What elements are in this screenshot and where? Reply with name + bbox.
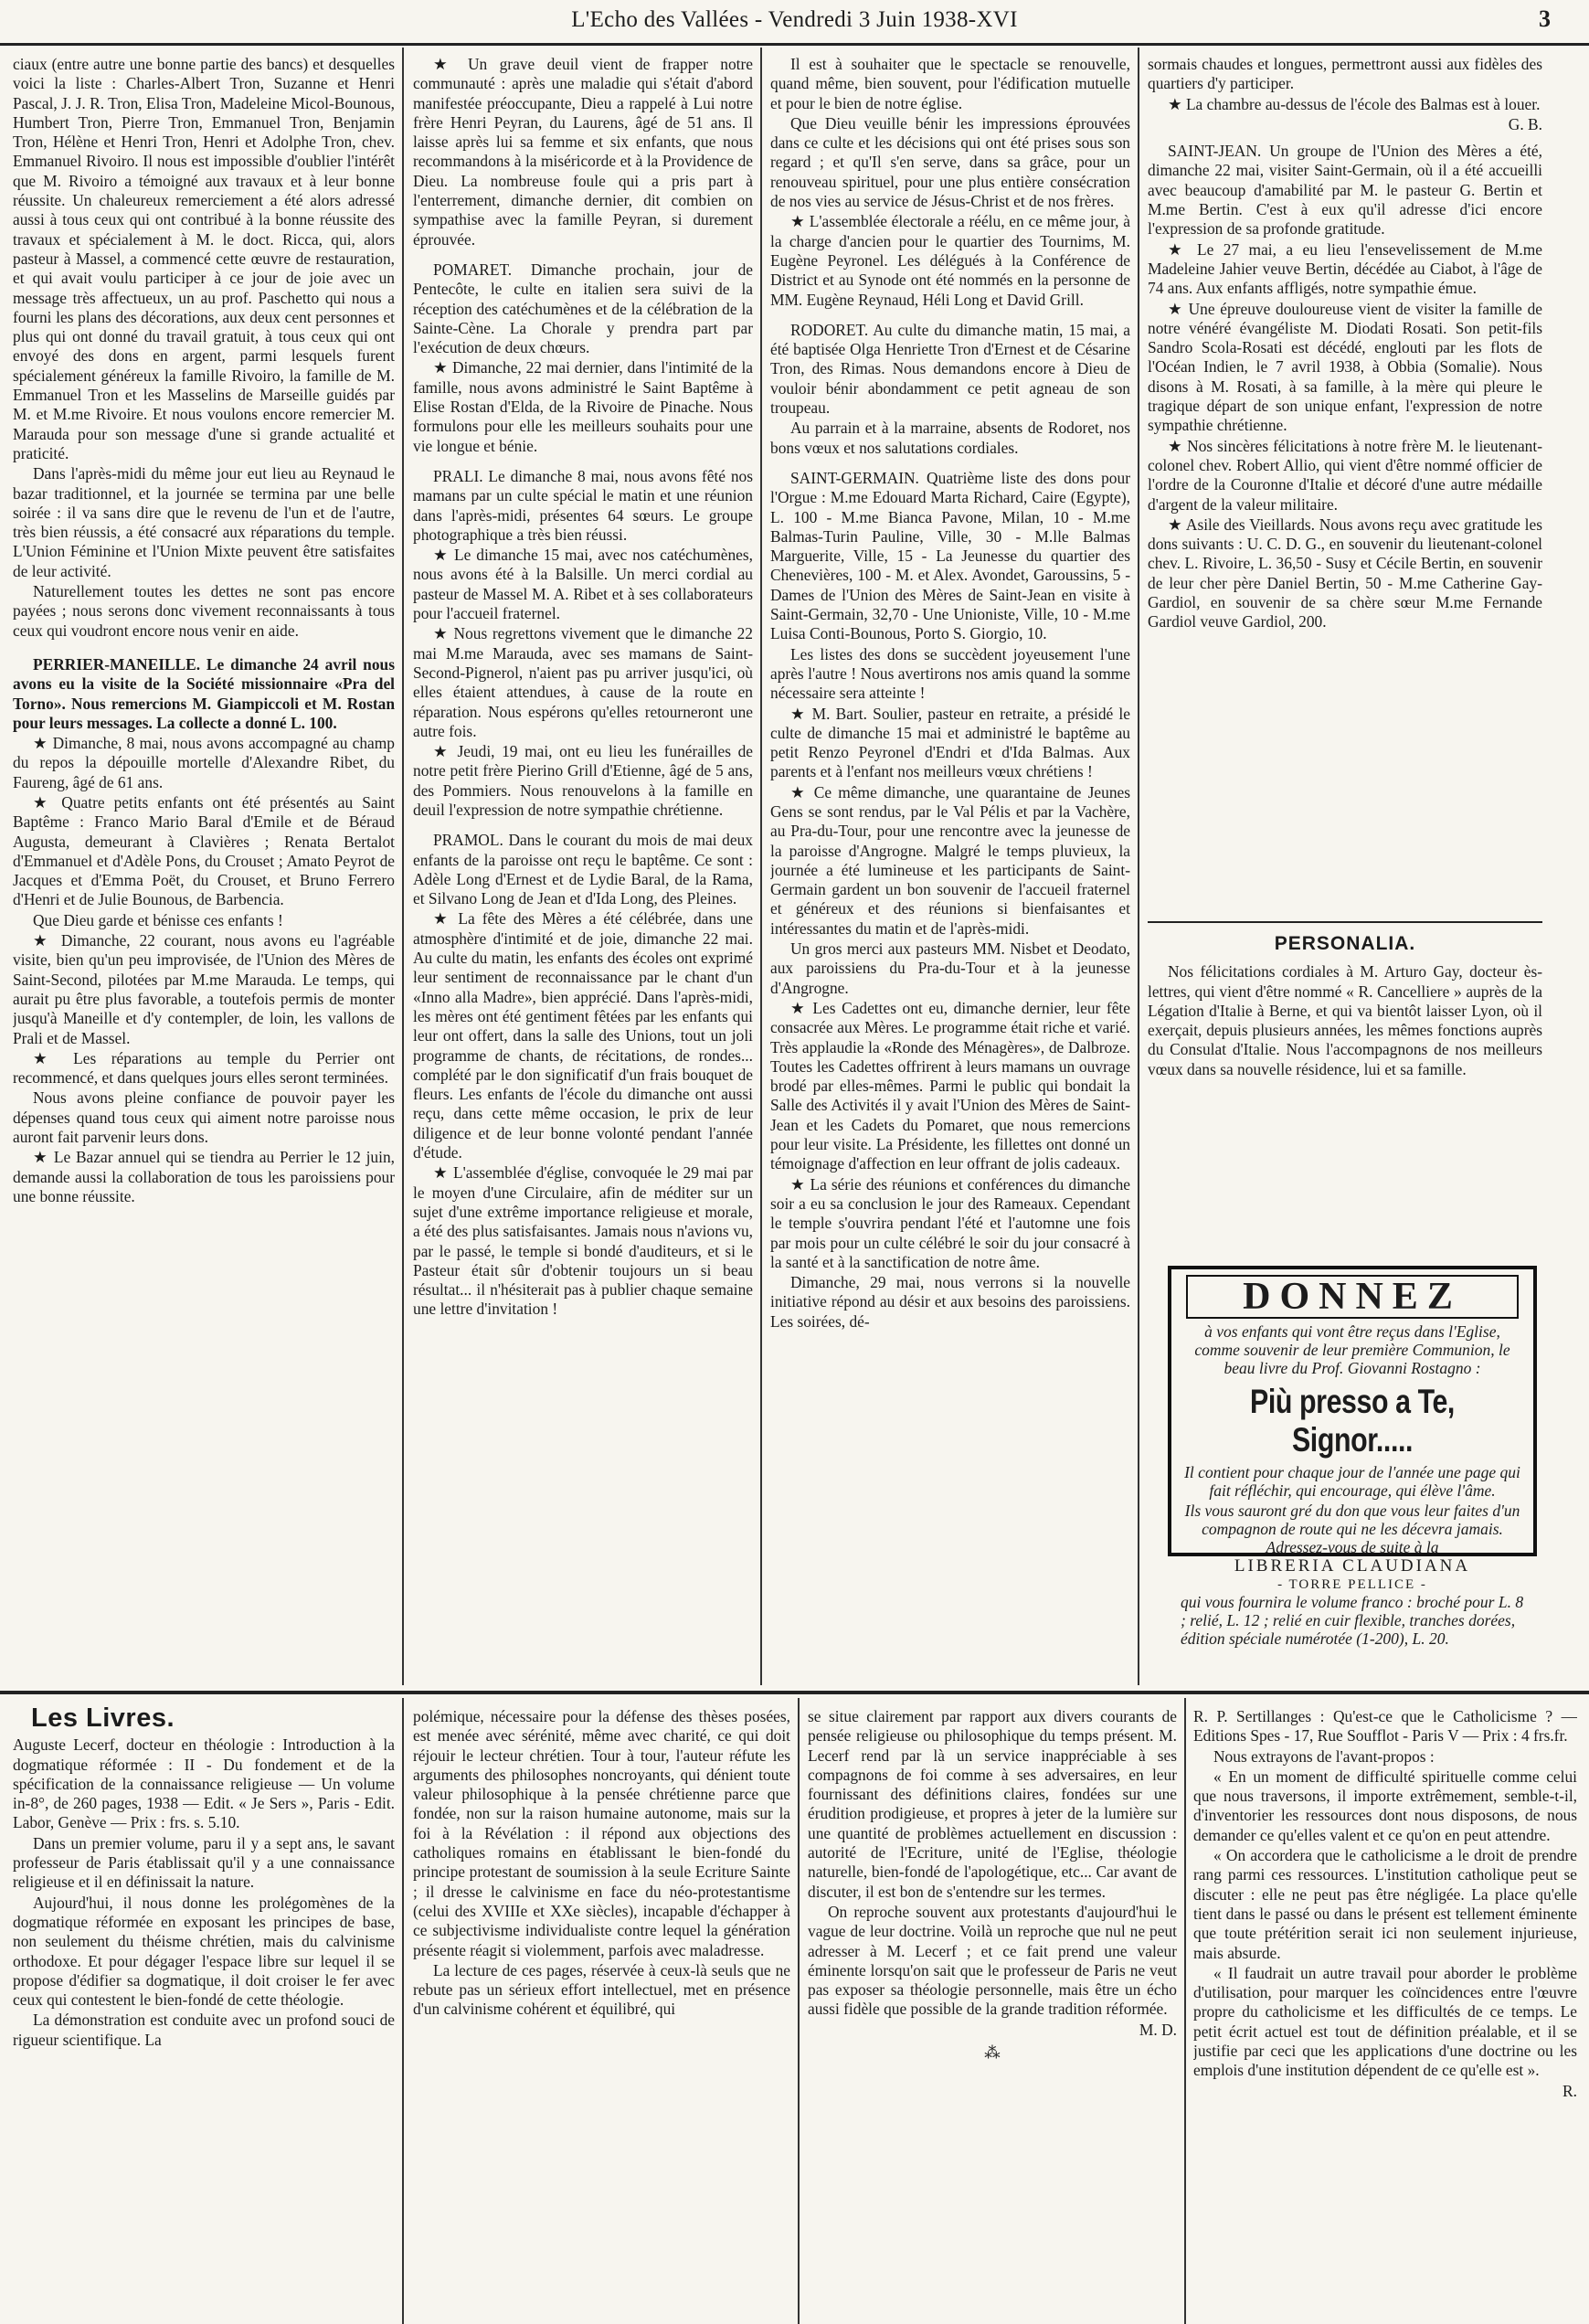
column-3	[770, 55, 1130, 1691]
paragraph: PRALI. Le dimanche 8 mai, nous avons fêté nos mamans par un culte spécial le matin et une réunion dans l'après-midi, présentes 64 sœurs. Le groupe photographique a très bien réussi.	[413, 466, 753, 544]
paragraph: Aujourd'hui, il nous donne les prolégomènes de la dogmatique réformée en exposant les principes de base, non seulement du théisme chrétien, mais du calvinisme orthodoxe. Et pour dégager l'espace libre sur lequel il se propose d'édifier sa dogmatique, il doit croiser le fer avec ceux qui contestent le bien-fondé de cette théologie.	[13, 1893, 395, 2010]
paragraph: Un gros merci aux pasteurs MM. Nisbet et Deodato, aux paroissiens du Pra-du-Tour et à la jeunesse d'Angrogne.	[770, 939, 1130, 997]
paragraph: Dans l'après-midi du même jour eut lieu au Reynaud le bazar traditionnel, et la journée se termina par une belle soirée : il va sans dire que le revenu de l'un et de l'autre, très bien réussis, a été consacré aux réparations du temple. L'Union Féminine et l'Union Mixte peuvent être satisfaites de leur activité.	[13, 464, 395, 580]
paragraph: ★ Un grave deuil vient de frapper notre communauté : après une maladie qui s'était d'abord manifestée préoccupante, Dieu a rappelé à Lui notre frère Henri Peyran, du Laurens, âgé de 51 ans. Il laisse après lui sa femme et six enfants, que nous recommandons à la miséricorde et à la Providence de Dieu. La nombreuse foule qui a pris part à l'enterrement, dimanche dernier, dit combien on sympathise avec la famille Peyran, si durement éprouvée.	[413, 55, 753, 249]
paragraph: ★ Une épreuve douloureuse vient de visiter la famille de notre vénéré évangéliste M. Diodati Rosati. Son petit-fils Sandro Scola-Rosati est décédé, englouti par les flots de l'Océan Indien, le 7 avril 1938, à Obbia (Somalie). Nous disons à M. Rosati, à sa famille, à la mère qui pleure le tragique départ de son unique enfant, l'expression de notre sympathie chrétienne.	[1148, 299, 1542, 435]
paragraph: R. P. Sertillanges : Qu'est-ce que le Catholicisme ? — Editions Spes - 17, Rue Soufflot - Paris V — Prix : 4 frs.fr.	[1193, 1707, 1577, 1746]
paragraph: ★ Nous regrettons vivement que le dimanche 22 mai M.me Marauda, avec ses mamans de Saint-Second-Pignerol, n'aient pas pu arriver jusqu'ici, où elles étaient attendues, à cause de la route en réparation. Nous espérons qu'elles retourneront une autre fois.	[413, 624, 753, 740]
paragraph: ★ L'assemblée électorale a réélu, en ce même jour, à la charge d'ancien pour le quartier des Tournims, M. Eugène Peyronel. Les délégués à la Conférence de District et au Synode ont été nommés en la personne de MM. Eugène Reynaud, Héli Long et David Grill.	[770, 212, 1130, 309]
paragraph: ★ Asile des Vieillards. Nous avons reçu avec gratitude les dons suivants : U. C. D. G., en souvenir du lieutenant-colonel chev. L. Rivoire, L. 36,50 - Susy et Cécile Bertin, en souvenir de leur cher père Daniel Bertin, 50 - M.me Catherine Gay-Gardiol, en souvenir de sa chère sœur M.me Fernande Gardiol veuve Gardiol, 200.	[1148, 515, 1542, 631]
paragraph: ★ Dimanche, 22 courant, nous avons eu l'agréable visite, bien qu'un peu improvisée, de l'Union des Mères de Saint-Second, pilotées par M.me Marauda. Le temps, qui aurait pu être plus favorable, a toutefois permis de monter jusqu'à Maneille et d'y contempler, de loin, les vallons de Prali et de Massel.	[13, 931, 395, 1047]
paragraph: Dimanche, 29 mai, nous verrons si la nouvelle initiative répond au désir et aux besoins des paroissiens. Les soirées, dé-	[770, 1273, 1130, 1331]
paragraph: SAINT-JEAN. Un groupe de l'Union des Mères a été, dimanche 22 mai, visiter Saint-Germain, où il a été accueilli avec beaucoup d'amabilité par M. le pasteur G. Bertin et M.me Bertin. C'est à eux qu'il adresse d'ici encore l'expression de sa profonde gratitude.	[1148, 142, 1542, 239]
paragraph: « En un moment de difficulté spirituelle comme celui que nous traversons, il importe extrêmement, semble-t-il, d'inventorier les ressources dont nous disposons, de nous demander ce qu'elles valent et ce qu'on en peut attendre.	[1193, 1767, 1577, 1844]
paragraph: ★ Le dimanche 15 mai, avec nos catéchumènes, nous avons été à la Balsille. Un merci cordial au pasteur de Massel M. A. Ribet et à ses collaborateurs pour l'accueil fraternel.	[413, 546, 753, 623]
column-rule	[798, 1698, 800, 2324]
paragraph: ★ Ce même dimanche, une quarantaine de Jeunes Gens se sont rendus, par le Val Pélis et par la Vachère, au Pra-du-Tour, pour une rencontre avec la jeunesse de la paroisse d'Angrogne. Malgré le temps pluvieux, la journée a été lumineuse et les participants de Saint-Germain gardent un bon souvenir de l'accueil fraternel et généreux et des réunions si bienfaisantes et intéressantes du matin et de l'après-midi.	[770, 782, 1130, 938]
paragraph: sormais chaudes et longues, permettront aussi aux fidèles des quartiers d'y participer.	[1148, 55, 1542, 93]
livres-column-2	[413, 1707, 790, 2323]
paragraph: ★ Dimanche, 8 mai, nous avons accompagné au champ du repos la dépouille mortelle d'Alexandre Ribet, du Faureng, âgé de 61 ans.	[13, 734, 395, 791]
paragraph: ★ Les Cadettes ont eu, dimanche dernier, leur fête consacrée aux Mères. Le programme était riche et varié. Très applaudie la «Ronde des Ménagères», de Dalbroze. Toutes les Cadettes offrirent à leurs mamans un ouvrage brodé par elles-mêmes. Parmi le public qui bondait la Salle des Activités il y avait l'Union des Mères de Saint-Jean et les Cadets du Pomaret, que nous remercions pour leur visite. La Présidente, les fillettes ont donné un témoignage d'affection en leur offrant de jolis cadeaux.	[770, 998, 1130, 1173]
paragraph: Les listes des dons se succèdent joyeusement l'une après l'autre ! Nous avertirons nos amis quand la somme nécessaire sera atteinte !	[770, 644, 1130, 703]
column-1	[13, 55, 395, 1691]
paragraph: La lecture de ces pages, réservée à ceux-là seuls que ne rebute pas un sérieux effort intellectuel, met en présence d'un calvinisme cohérent et équilibré, qui	[413, 1960, 790, 2019]
ad-city: - TORRE PELLICE -	[1277, 1577, 1427, 1592]
paragraph: ★ Jeudi, 19 mai, ont eu lieu les funérailles de notre petit frère Pierino Grill d'Etienne, âgé de 5 ans, des Pommiers. Nous renouvelons à la famille en deuil l'expression de notre sympathie chrétienne.	[413, 742, 753, 819]
paragraph: SAINT-GERMAIN. Quatrième liste des dons pour l'Orgue : M.me Edouard Marta Richard, Caire (Egypte), L. 100 - M.me Bianca Pavone, Milan, 10 - M.me Balmas-Turin Pauline, Ville, 30 - M.lle Balmas Marguerite, Ville, 15 - La Jeunesse du quartier des Chenevières, 100 - M. et Alex. Avondet, Garoussins, 5 - Dames de l'Union des Mères de Saint-Jean en visite à Saint-Germain, 32,70 - Une Unioniste, Ville, 10 - M.me Luisa Conti-Bounous, Porto S. Giorgio, 10.	[770, 468, 1130, 643]
page-number: 3	[1539, 5, 1551, 32]
paragraph: RODORET. Au culte du dimanche matin, 15 mai, a été baptisée Olga Henriette Tron d'Ernest et de Césarine Tron, des Rimas. Nous demandons encore à Dieu de vouloir bénir abondamment ce petit agneau de son troupeau.	[770, 320, 1130, 418]
column-rule	[402, 48, 404, 1685]
signature: M. D.	[1139, 2020, 1177, 2039]
paragraph: On reproche souvent aux protestants d'aujourd'hui le vague de leur doctrine. Voilà un reproche que nul ne peut adresser à M. Lecerf ; et ce fait prend une valeur éminente lorsqu'on sait que le professeur de Paris ne veut pas exposer sa théologie personnelle, mais être un écho aussi fidèle que possible de la grande tradition réformée.	[808, 1902, 1177, 2019]
ad-desc-1: Il contient pour chaque jour de l'année une page qui fait réfléchir, qui encourage, qui élève l'âme.	[1184, 1463, 1520, 1500]
personalia-rule	[1148, 921, 1542, 923]
column-rule	[1138, 48, 1139, 1685]
paragraph: PRAMOL. Dans le courant du mois de mai deux enfants de la paroisse ont reçu le baptême. Ce sont : Adèle Long d'Ernest et de Lydie Baral, de la Rama, et Silvano Long de Jean et d'Ida Long, des Pleines.	[413, 831, 753, 908]
paragraph: POMARET. Dimanche prochain, jour de Pentecôte, le culte en italien sera suivi de la réception des catéchumènes et de la célébration de la Sainte-Cène. La Chorale y prendra part par l'exécution de deux chœurs.	[413, 260, 753, 357]
personalia	[1148, 929, 1542, 1148]
ad-intro: à vos enfants qui vont être reçus dans l'Eglise, comme souvenir de leur première Communion, le beau livre du Prof. Giovanni Rostagno :	[1194, 1322, 1510, 1377]
paragraph: se situe clairement par rapport aux divers courants de pensée religieuse ou philosophique du temps présent. M. Lecerf rend par là un service inappréciable à ses compagnons de foi comme à ses adversaires, en leur fournissant des définitions claires, fondées sur une érudition prodigieuse, et propres à jeter de la lumière sur une quantité de problèmes actuellement en discussion : autorité de l'Ecriture, unité de l'Eglise, théologie naturelle, bien-fondé de l'apologétique, etc... Car avant de discuter, il est bon de s'entendre sur les termes.	[808, 1707, 1177, 1901]
livres-column-1	[13, 1705, 395, 2323]
paragraph: ★ Le Bazar annuel qui se tiendra au Perrier le 12 juin, demande aussi la collaboration de tous les paroissiens pour une bonne réussite.	[13, 1148, 395, 1205]
paragraph: ★ Le 27 mai, a eu lieu l'ensevelissement de M.me Madeleine Jahier veuve Bertin, décédée au Ciabot, à l'âge de 74 ans. Aux enfants affligés, notre sympathie émue.	[1148, 239, 1542, 298]
paragraph: « Il faudrait un autre travail pour aborder le problème d'utilisation, pour marquer les coïncidences entre l'œuvre propre du catholicisme et les difficultés de ce temps. Le petit écrit actuel est tout de définition préalable, et il se justifie par ceci que les applications d'une doctrine ou les emplois d'une institution dépendent de ce qu'elle est ».	[1193, 1963, 1577, 2080]
paragraph: Au parrain et à la marraine, absents de Rodoret, nos bons vœux et nos salutations cordiales.	[770, 419, 1130, 457]
livres-column-3	[808, 1707, 1177, 2323]
paragraph: Il est à souhaiter que le spectacle se renouvelle, quand même, bien souvent, pour l'édification mutuelle et pour le bien de notre église.	[770, 55, 1130, 112]
column-rule	[1184, 1698, 1186, 2324]
paragraph: Nous avons pleine confiance de pouvoir payer les dépenses quand tous ceux qui aiment notre paroisse nous auront fait parvenir leurs dons.	[13, 1088, 395, 1147]
paragraph: ★ L'assemblée d'église, convoquée le 29 mai par le moyen d'une Circulaire, afin de méditer sur un sujet d'une extrême importance religieuse et morale, a été des plus satisfaisantes. Jamais nous n'avions vu, par le passé, le temple si bondé d'auditeurs, et si le Pasteur était sûr d'obtenir toujours un si beau résultat... il n'hésiterait pas à publier chaque semaine une lettre d'invitation !	[413, 1163, 753, 1319]
paragraph: ★ Nos sincères félicitations à notre frère M. le lieutenant-colonel chev. Robert Allio, qui vient d'être nommé officier de l'ordre de la Couronne d'Italie et décoré d'une autre médaille d'argent de la valeur militaire.	[1148, 436, 1542, 514]
paragraph: Que Dieu veuille bénir les impressions éprouvées dans ce culte et les décisions qui ont été prises sous son regard ; et qu'Il s'en serve, dans sa grâce, pour un renouveau spirituel, pour une plus entière consécration de nos vies au service de Jésus-Christ et de nos frères.	[770, 113, 1130, 211]
paragraph: ★ Quatre petits enfants ont été présentés au Saint Baptême : Franco Mario Baral d'Emile et de Béraud Augusta, demeurant à Clavières ; Renata Bertalot d'Emmanuel et d'Adèle Pons, du Crouset ; Amato Peyrot de Jacques et d'Emma Poët, du Crouset, et Bruno Ferrero d'Henri et de Julie Bounous, de Barbencia.	[13, 792, 395, 909]
paragraph: ★ La série des réunions et conférences du dimanche soir a eu sa conclusion le jour des Rameaux. Cependant le temple s'ouvrira pendant l'été et l'automne une fois par mois pour un culte célébré le soir du jour consacré à la santé et à la sanctification de notre âme.	[770, 1174, 1130, 1271]
paragraph: ★ La fête des Mères a été célébrée, dans une atmosphère d'intimité et de joie, dimanche 22 mai. Au culte du matin, les enfants des écoles ont exprimé leur sentiment de reconnaissance par le chant d'un «Inno alla Madre», bien apprécié. Dans l'après-midi, les mères ont été gentiment fêtées par les enfants qui leur ont offert, dans la salle des Unions, tout un joli programme de chants, de récitations, de rondes... complété par le don significatif d'un frais bouquet de fleurs. Les enfants de l'école du dimanche ont aussi reçu, dans cette même occasion, le prix de leur diligence et de leur bonne volonté pendant l'année d'étude.	[413, 909, 753, 1162]
paragraph: ★ Dimanche, 22 mai dernier, dans l'intimité de la famille, nous avons administré le Saint Baptême à Elise Rostan d'Elda, de la Rivoire de Pinache. Nous formulons pour elle les meilleurs souhaits pour une vie longue et bénie.	[413, 358, 753, 455]
column-2	[413, 55, 753, 1691]
column-4	[1148, 55, 1542, 932]
paragraph: Que Dieu garde et bénisse ces enfants !	[33, 910, 283, 929]
ad-desc-2: Ils vous sauront gré du don que vous leur faites d'un compagnon de route qui ne les décevra jamais.	[1184, 1502, 1520, 1538]
ad-publisher: LIBRERIA CLAUDIANA	[1234, 1556, 1471, 1576]
ad-address-to: Adressez-vous de suite à la	[1266, 1538, 1439, 1556]
book-advertisement	[1168, 1266, 1537, 1648]
column-rule	[760, 48, 762, 1685]
signature: G. B.	[1508, 114, 1542, 133]
paragraph: « On accordera que le catholicisme a le droit de prendre rang parmi ces ressources. L'institution catholique peut se discuter : elle ne peut pas être négligée. La place qu'elle tient dans le passé ou dans le présent est tellement éminente que toute prétérition serait ici non seulement injurieuse, mais absurde.	[1193, 1846, 1577, 1962]
livres-column-4	[1193, 1707, 1577, 2323]
ad-pricing: qui vous fournira le volume franco : broché pour L. 8 ; relié, L. 12 ; relié en cuir flexible, tranches dorées, édition spéciale numérotée (1-200), L. 20.	[1181, 1593, 1524, 1648]
ad-book-title: Più presso a Te, Signor.....	[1250, 1383, 1455, 1459]
paragraph: ciaux (entre autre une bonne partie des bancs) et desquelles voici la liste : Charles-Albert Tron, Suzanne et Henri Pascal, J. J. R. Tron, Elisa Tron, Madeleine Micol-Bounous, Humbert Tron, Pierre Tron, Emmanuel Tron, Benjamin Tron, Hélène et Henri Tron, Henri et Adolphe Tron, chev. Emmanuel Rivoiro. Il nous est impossible d'oublier l'intérêt que M. Rivoiro a témoigné aux travaux et à leur bonne réussite. Un chaleureux remerciement a été alors adressé aussi à tous ceux qui ont contribué à la bonne réussite des travaux et spécialement à M. le doct. Ricca, qui, alors pasteur à Massel, a commencé cette œuvre de restauration, et qui avait voulu participer à ce jour de joie avec un message très affectueux, un au prof. Paschetto qui nous a fourni les plans des décorations, aux deux cent personnes et plus qui ont donné du travail gratuit, à tous ceux qui ont envoyé des dons en argent, parmi lesquels furent spécialement généreux la famille Rivoiro, la famille de M. Emmanuel Tron et les Masselins de Marseille guidés par M. et M.me Rivoire. Et nous voulons encore remercier M. Marauda pour son message d'une si grande actualité et praticité.	[13, 55, 395, 462]
page-header	[0, 0, 1589, 46]
paragraph: polémique, nécessaire pour la défense des thèses posées, est menée avec sérénité, même avec charité, ce qui doit réjouir le lecteur chrétien. Tour à tour, l'auteur réfute les arguments des philosophes noncroyants, qui dénient toute valeur philosophique à la pensée chrétienne parce que fondée, non sur la raison humaine autonome, mais sur la foi à la Révélation : il répond aux objections des catholiques romains en établissant le bien-fondé du principe protestant de soumission à la seule Ecriture Sainte ; il dresse le calvinisme en face du néo-protestantisme (celui des XVIIIe et XXe siècles), incapable d'échapper à ce subjectivisme individualiste contre lequel la génération présente réagit si violemment, parfois avec maladresse.	[413, 1707, 790, 1959]
paragraph: ★ M. Bart. Soulier, pasteur en retraite, a présidé le culte de dimanche 15 mai et administré le baptême au petit Renzo Peyronel d'Endri et d'Ida Balmas. Aux parents et à l'enfant nos meilleurs vœux chrétiens !	[770, 704, 1130, 781]
paragraph: La démonstration est conduite avec un profond souci de rigueur scientifique. La	[13, 2011, 395, 2049]
paragraph: Nos félicitations cordiales à M. Arturo Gay, docteur ès-lettres, qui vient d'être nommé « R. Cancelliere » auprès de la Légation d'Italie à Berne, et qui va bientôt laisser Lyon, où il exerçait, depuis plusieurs années, les mêmes fonctions auprès du Consulat d'Italie. Nous l'accompagnons de nos meilleurs vœux dans sa nouvelle résidence, lui et sa famille.	[1148, 962, 1542, 1078]
paragraph: Auguste Lecerf, docteur en théologie : Introduction à la dogmatique réformée : II - Du fondement et de la spécification de la connaissance religieuse — Un volume in-8°, de 260 pages, 1938 — Edit. « Je Sers », Paris - Edit. Labor, Genève — Prix : frs. s. 5.10.	[13, 1735, 395, 1832]
paragraph: PERRIER-MANEILLE. Le dimanche 24 avril nous avons eu la visite de la Société missionnaire «Pra del Torno». Nous remercions M. Giampiccoli et M. Rostan pour leurs messages. La collecte a donné L. 100.	[13, 654, 395, 732]
paragraph: Naturellement toutes les dettes ne sont pas encore payées ; nous serons donc vivement reconnaissants à tous ceux qui voudront encore nous venir en aide.	[13, 582, 395, 640]
header-rule	[0, 43, 1589, 46]
personalia-title: PERSONALIA.	[1274, 933, 1416, 954]
ad-headline: DONNEZ	[1186, 1275, 1519, 1319]
paragraph: ★ La chambre au-dessus de l'école des Balmas est à louer.	[1168, 94, 1541, 113]
separator-stars: ⁂	[984, 2043, 1001, 2063]
running-title: L'Echo des Vallées - Vendredi 3 Juin 1938-XVI	[571, 7, 1018, 32]
column-rule	[402, 1698, 404, 2324]
paragraph: ★ Les réparations au temple du Perrier ont recommencé, et dans quelques jours elles seront terminées.	[13, 1048, 395, 1088]
paragraph: Dans un premier volume, paru il y a sept ans, le savant professeur de Paris établissait qu'il y a une connaissance religieuse et il en définissait la nature.	[13, 1833, 395, 1892]
signature: R.	[1563, 2081, 1577, 2100]
section-rule	[0, 1691, 1589, 1694]
paragraph: Nous extrayons de l'avant-propos :	[1213, 1746, 1435, 1766]
livres-title: Les Livres.	[31, 1705, 175, 1733]
